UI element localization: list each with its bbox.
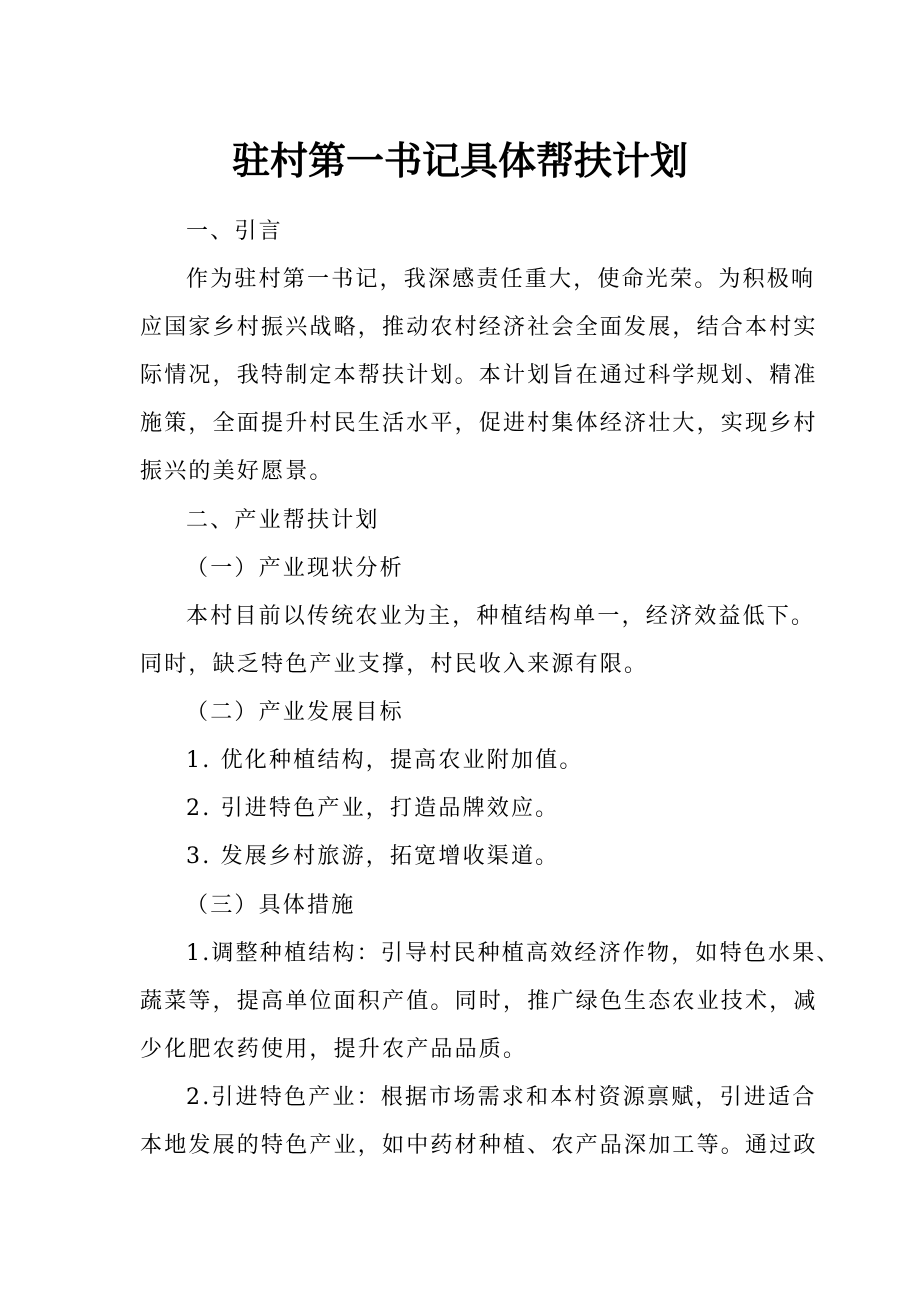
- document-title: 驻村第一书记具体帮扶计划: [231, 139, 688, 183]
- heading-industry-plan: 二、产业帮扶计划: [186, 508, 380, 533]
- paragraph-line: 应国家乡村振兴战略，推动农村经济社会全面发展，结合本村实: [140, 315, 818, 340]
- list-item: 1. 优化种植结构，提高农业附加值。: [186, 748, 584, 773]
- paragraph-line: 振兴的美好愿景。: [140, 459, 334, 484]
- subheading-status-analysis: （一）产业现状分析: [186, 556, 404, 581]
- list-item: 3. 发展乡村旅游，拓宽增收渠道。: [186, 844, 560, 869]
- paragraph-line: 少化肥农药使用，提升农产品品质。: [140, 1037, 528, 1062]
- heading-introduction: 一、引言: [186, 219, 283, 244]
- paragraph-line: 际情况，我特制定本帮扶计划。本计划旨在通过科学规划、精准: [140, 363, 818, 388]
- paragraph-line: 2.引进特色产业：根据市场需求和本村资源禀赋，引进适合: [186, 1085, 817, 1110]
- paragraph-line: 蔬菜等，提高单位面积产值。同时，推广绿色生态农业技术，减: [140, 989, 818, 1014]
- subheading-development-goals: （二）产业发展目标: [186, 700, 404, 725]
- paragraph-line: 施策，全面提升村民生活水平，促进村集体经济壮大，实现乡村: [140, 411, 818, 436]
- paragraph-line: 本地发展的特色产业，如中药材种植、农产品深加工等。通过政: [140, 1133, 818, 1158]
- subheading-specific-measures: （三）具体措施: [186, 893, 356, 918]
- paragraph-line: 本村目前以传统农业为主，种植结构单一，经济效益低下。: [186, 604, 816, 629]
- paragraph-line: 同时，缺乏特色产业支撑，村民收入来源有限。: [140, 652, 649, 677]
- paragraph-line: 作为驻村第一书记，我深感责任重大，使命光荣。为积极响: [186, 267, 816, 292]
- paragraph-line: 1.调整种植结构：引导村民种植高效经济作物，如特色水果、: [186, 941, 841, 966]
- list-item: 2. 引进特色产业，打造品牌效应。: [186, 796, 560, 821]
